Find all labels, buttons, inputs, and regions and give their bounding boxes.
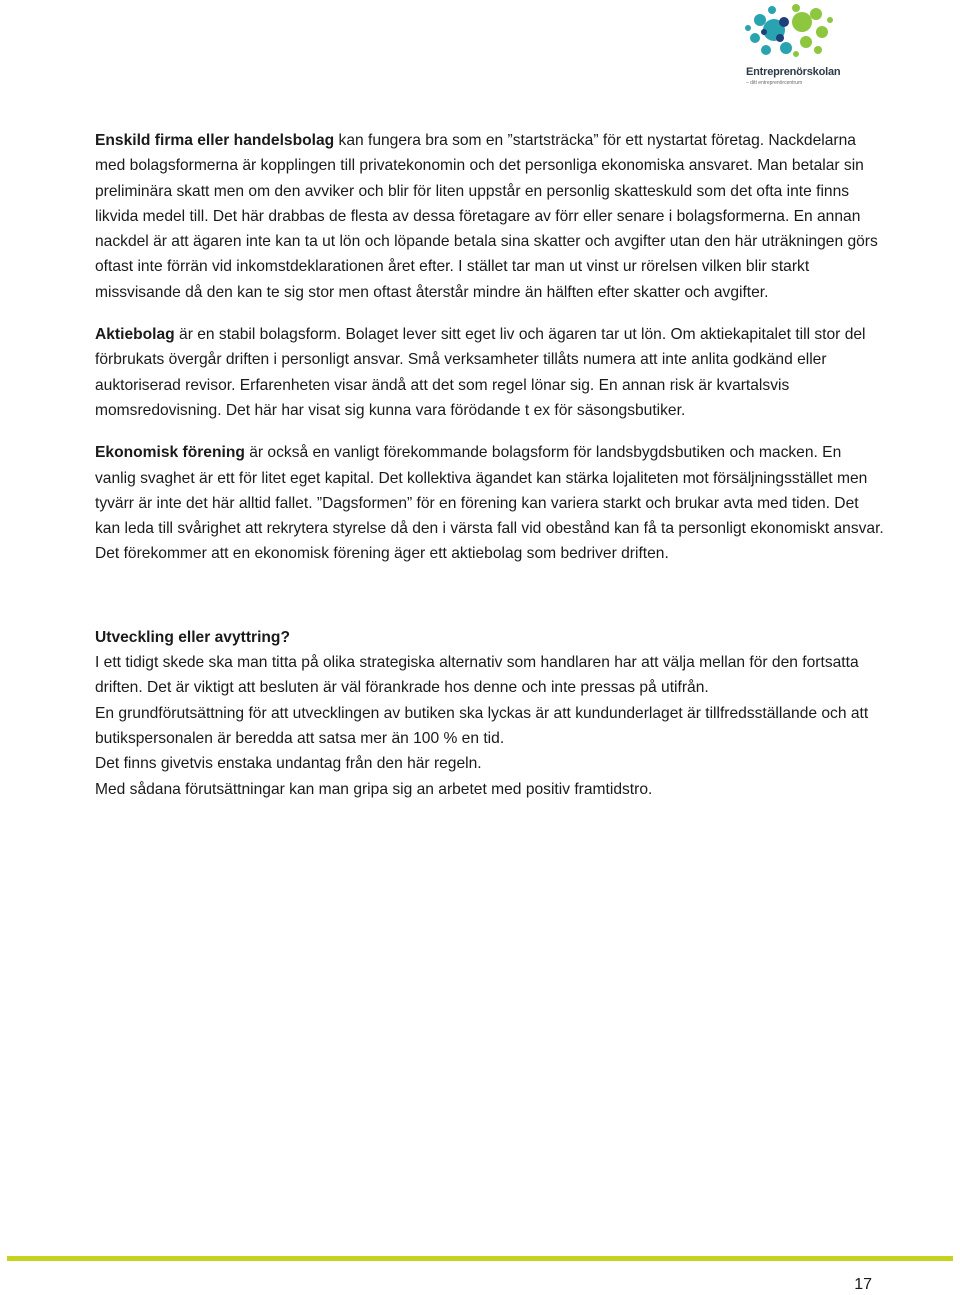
- paragraph: Med sådana förutsättningar kan man gripa sig an arbetet med positiv framtidstro.: [95, 780, 653, 798]
- section-ekonomisk-forening: [95, 440, 885, 541]
- section-extra: Det förekommer att en ekonomisk förening äger ett aktiebolag som bedriver driften.: [95, 545, 669, 563]
- section-text: är också en vanligt förekommande bolagsform för landsbygdsbutiken och macken. En vanlig svaghet är ett för litet eget kapital. Det kollektiva ägandet kan stärka lojaliteten mot försäljningsstället men tyvärr är inte det här alltid fallet. ”Dagsformen” för en förening kan variera starkt och brukar avta med tiden. Det kan leda till svårighet att rekrytera styrelse då den i värsta fall vid obestånd kan få ta personligt ekonomiskt ansvar.: [95, 444, 884, 538]
- section-text: kan fungera bra som en ”startsträcka” för ett nystartat företag. Nackdelarna med bolagsformerna är kopplingen till privatekonomin och det personliga ekonomiska ansvaret. Man betalar sin preliminära skatt men om den avviker och blir för liten uppstår en personlig skatteskuld som det ofta inte finns likvida medel till. Det här drabbas de flesta av dessa företagare av förr eller senare i bolagsformerna. En annan nackdel är att ägaren inte kan ta ut lön och löpande betala sina skatter och avgifter utan den här uträkningen görs oftast inte förrän vid inkomstdeklarationen året efter. I stället tar man ut vinst ur rörelsen vilken blir starkt missvisande då den kan te sig stor men oftast återstår mindre än hälften efter skatter och avgifter.: [95, 132, 878, 301]
- section-lead: Ekonomisk förening: [95, 444, 245, 462]
- section-aktiebolag: [95, 322, 885, 423]
- section-text: är en stabil bolagsform. Bolaget lever sitt eget liv och ägaren tar ut lön. Om aktiekapitalet till stor del förbrukats övergår driften i personligt ansvar. Små verksamheter tillåts numera att inte anlita godkänd eller auktoriserad revisor. Erfarenheten visar ändå att det som regel lönar sig. En annan risk är kvartalsvis momsredovisning. Det här har visat sig kunna vara förödande t ex för säsongsbutiker.: [95, 326, 866, 419]
- page-number: 17: [854, 1276, 872, 1293]
- logo-name: Entreprenörskolan: [746, 66, 841, 78]
- section-lead: Aktiebolag: [95, 326, 175, 344]
- paragraph: En grundförutsättning för att utvecklingen av butiken ska lyckas är att kundunderlaget är tillfredsställande och att butikspersonalen är beredda att satsa mer än 100 % en tid.: [95, 704, 869, 747]
- paragraph: I ett tidigt skede ska man titta på olika strategiska alternativ som handlaren har att välja mellan för den fortsatta driften. Det är viktigt att besluten är väl förankrade hos denne och inte pressas på utifrån.: [95, 654, 859, 697]
- paragraph: Det finns givetvis enstaka undantag från den här regeln.: [95, 755, 482, 773]
- logo-tagline: – ditt entreprenörcentrum: [746, 80, 803, 86]
- document-body: [95, 128, 885, 802]
- footer-divider: [7, 1256, 953, 1261]
- entreprenorskolan-logo: [740, 0, 850, 96]
- section-enskild-firma: [95, 128, 885, 305]
- heading-utveckling: Utveckling eller avyttring?: [95, 628, 290, 646]
- splash-logo-icon: [740, 0, 840, 64]
- section-lead: Enskild firma eller handelsbolag: [95, 132, 335, 149]
